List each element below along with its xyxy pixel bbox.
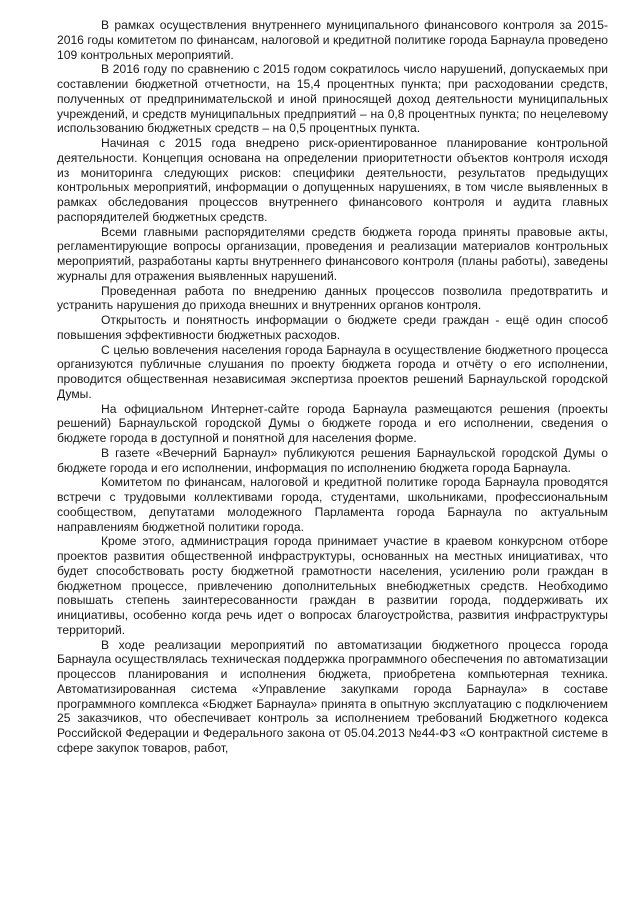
paragraph-public-hearings: С целью вовлечения населения города Барнаула в осуществление бюджетного процесса организуются публичные слушания по проекту бюджета города и отчёту о его исполнении, проводится общественная независимая экспертиза проектов решений Барнаульской городской Думы.	[57, 342, 608, 401]
paragraph-violations-reduction-2016: В 2016 году по сравнению с 2015 годом сократилось число нарушений, допускаемых при составлении бюджетной отчетности, на 15,4 процентных пункта; при расходовании средств, полученных от предпринимательской и иной приносящей доход деятельности муниципальных учреждений, и средств муниципальных предприятий – на 0,8 процентных пункта; по нецелевому использованию бюджетных средств – на 0,5 процентных пункта.	[57, 62, 608, 136]
paragraph-newspaper: В газете «Вечерний Барнаул» публикуются решения Барнаульской городской Думы о бюджете города и его исполнении, информация по исполнению бюджета города Барнаула.	[57, 445, 608, 475]
paragraph-local-initiatives: Кроме этого, администрация города принимает участие в краевом конкурсном отборе проектов развития общественной инфраструктуры, основанных на местных инициативах, что будет способствовать росту бюджетной грамотности населения, усилению роли граждан в бюджетном процессе, привлечению дополнительных внебюджетных средств. Необходимо повышать степень заинтересованности граждан в развитии города, поддерживать их инициативы, особенно когда речь идет о вопросах благоустройства, развития инфраструктуры территорий.	[57, 534, 608, 637]
paragraph-meetings: Комитетом по финансам, налоговой и кредитной политике города Барнаула проводятся встречи с трудовыми коллективами города, студентами, школьниками, профессиональным сообществом, депутатами молодежного Парламента города Барнаула по актуальным направлениям бюджетной политики города.	[57, 475, 608, 534]
paragraph-violations-prevention: Проведенная работа по внедрению данных процессов позволила предотвратить и устранить нарушения до прихода внешних и внутренних органов контроля.	[57, 283, 608, 313]
paragraph-budget-openness: Открытость и понятность информации о бюджете среди граждан - ещё один способ повышения эффективности бюджетных расходов.	[57, 313, 608, 342]
paragraph-risk-oriented-planning: Начиная с 2015 года внедрено риск-ориентированное планирование контрольной деятельности. Концепция основана на определении приоритетности объектов контроля исходя из мониторинга следующих рисков: специфики деятельности, результатов предыдущих контрольных мероприятий, информации о допущенных нарушениях, в том числе выявленных в рамках обследования процессов внутреннего финансового контроля и аудита главных распорядителей бюджетных средств.	[57, 136, 608, 224]
paragraph-financial-control-2015-2016: В рамках осуществления внутреннего муниципального финансового контроля за 2015-2016 годы комитетом по финансам, налоговой и кредитной политике города Барнаула проведено 109 контрольных мероприятий.	[57, 18, 608, 62]
paragraph-legal-acts: Всеми главными распорядителями средств бюджета города приняты правовые акты, регламентирующие вопросы организации, проведения и реализации материалов контрольных мероприятий, разработаны карты внутреннего финансового контроля (планы работы), заведены журналы для отражения выявленных нарушений.	[57, 224, 608, 283]
document-page	[57, 18, 608, 756]
paragraph-automation: В ходе реализации мероприятий по автоматизации бюджетного процесса города Барнаула осуществлялась техническая поддержка программного обеспечения по автоматизации процессов планирования и исполнения бюджета, приобретена компьютерная техника. Автоматизированная система «Управление закупками города Барнаула» в составе программного комплекса «Бюджет Барнаула» принята в опытную эксплуатацию с подключением 25 заказчиков, что обеспечивает контроль за исполнением требований Бюджетного кодекса Российской Федерации и Федерального закона от 05.04.2013 №44-ФЗ «О контрактной системе в сфере закупок товаров, работ,	[57, 637, 608, 755]
paragraph-official-website: На официальном Интернет-сайте города Барнаула размещаются решения (проекты решений) Барнаульской городской Думы о бюджете города и его исполнении, сведения о бюджете города в доступной и понятной для населения форме.	[57, 401, 608, 445]
